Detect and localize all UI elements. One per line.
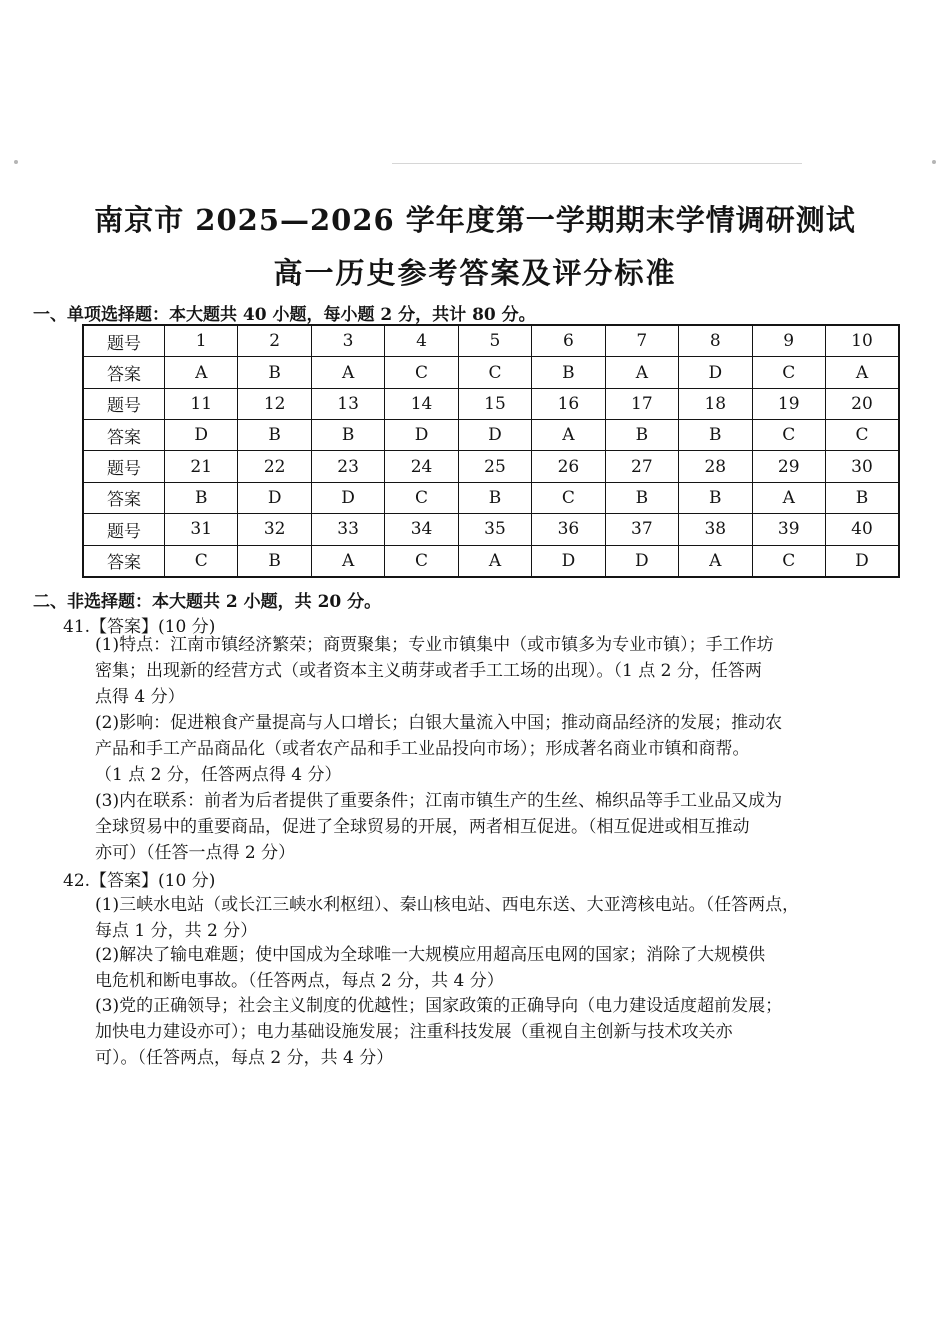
answer-cell: D [679, 357, 752, 388]
answer-cell: B [679, 482, 752, 513]
question-label-cell: 题号 [83, 451, 165, 482]
answer-cell: C [165, 545, 238, 577]
question-42-part-3 [95, 993, 915, 1071]
answer-cell: B [825, 482, 899, 513]
answer-text-line: (1)特点：江南市镇经济繁荣；商贾聚集；专业市镇集中（或市镇多为专业市镇）；手工作坊 [95, 635, 774, 655]
question-number-cell: 4 [385, 325, 458, 357]
question-number-cell: 36 [532, 514, 605, 545]
question-number-cell: 24 [385, 451, 458, 482]
question-number-cell: 26 [532, 451, 605, 482]
answer-cell: B [458, 482, 531, 513]
question-number-cell: 7 [605, 325, 678, 357]
question-41-heading: 41.【答案】(10 分) [63, 617, 216, 637]
table-row-answers [83, 357, 899, 388]
answer-text-line: 亦可）（任答一点得 2 分） [95, 843, 296, 863]
table-row-question-numbers [83, 451, 899, 482]
answer-text-line: (3)内在联系：前者为后者提供了重要条件；江南市镇生产的生丝、棉织品等手工业品又成为 [95, 791, 783, 811]
question-number-cell: 19 [752, 388, 825, 419]
question-number-cell: 40 [825, 514, 899, 545]
answer-cell: B [165, 482, 238, 513]
question-number-cell: 10 [825, 325, 899, 357]
answer-text-line: (2)影响：促进粮食产量提高与人口增长；白银大量流入中国；推动商品经济的发展；推动农 [95, 713, 783, 733]
answer-cell: C [752, 357, 825, 388]
answer-cell: A [825, 357, 899, 388]
question-number-cell: 33 [311, 514, 384, 545]
answer-cell: C [458, 357, 531, 388]
table-row-question-numbers [83, 388, 899, 419]
table-row-answers [83, 482, 899, 513]
answer-cell: C [752, 420, 825, 451]
question-label-cell: 题号 [83, 514, 165, 545]
answer-cell: C [532, 482, 605, 513]
question-number-cell: 21 [165, 451, 238, 482]
question-number-cell: 17 [605, 388, 678, 419]
answer-cell: D [605, 545, 678, 577]
document-subtitle: 高一历史参考答案及评分标准 [273, 256, 677, 290]
section-two-heading: 二、非选择题：本大题共 2 小题，共 20 分。 [33, 592, 382, 612]
question-number-cell: 38 [679, 514, 752, 545]
question-number-cell: 16 [532, 388, 605, 419]
question-number-cell: 28 [679, 451, 752, 482]
question-number-cell: 22 [238, 451, 311, 482]
answer-text-line: (2)解决了输电难题；使中国成为全球唯一大规模应用超高压电网的国家；消除了大规模供 [95, 945, 766, 965]
question-number-cell: 25 [458, 451, 531, 482]
question-number-cell: 6 [532, 325, 605, 357]
document-title: 南京市 2025—2026 学年度第一学期期末学情调研测试 [94, 203, 856, 237]
question-number-cell: 8 [679, 325, 752, 357]
table-row-answers [83, 420, 899, 451]
question-number-cell: 34 [385, 514, 458, 545]
answer-cell: B [238, 545, 311, 577]
table-row-answers [83, 545, 899, 577]
answer-text-line: 加快电力建设亦可）；电力基础设施发展；注重科技发展（重视自主创新与技术攻关亦 [95, 1022, 733, 1042]
answer-text-line: 产品和手工产品商品化（或者农产品和手工业品投向市场）；形成著名商业市镇和商帮。 [95, 739, 750, 759]
question-number-cell: 35 [458, 514, 531, 545]
question-number-cell: 37 [605, 514, 678, 545]
answer-cell: A [311, 545, 384, 577]
answer-cell: B [532, 357, 605, 388]
answer-cell: D [532, 545, 605, 577]
question-42-part-1 [95, 892, 915, 944]
answer-text-line: 每点 1 分，共 2 分） [95, 921, 258, 941]
answer-cell: C [385, 357, 458, 388]
answer-label-cell: 答案 [83, 545, 165, 577]
question-number-cell: 15 [458, 388, 531, 419]
answer-label-cell: 答案 [83, 357, 165, 388]
question-number-cell: 23 [311, 451, 384, 482]
answer-text-line: 可）。（任答两点，每点 2 分，共 4 分） [95, 1048, 394, 1068]
question-number-cell: 9 [752, 325, 825, 357]
question-number-cell: 20 [825, 388, 899, 419]
scan-dot-mark [932, 160, 936, 164]
answer-label-cell: 答案 [83, 420, 165, 451]
answer-cell: B [605, 482, 678, 513]
answer-cell: A [311, 357, 384, 388]
question-label-cell: 题号 [83, 325, 165, 357]
answer-cell: C [385, 545, 458, 577]
answer-cell: D [385, 420, 458, 451]
question-number-cell: 1 [165, 325, 238, 357]
answer-cell: B [238, 357, 311, 388]
question-number-cell: 18 [679, 388, 752, 419]
question-41-part-3 [95, 788, 915, 866]
question-41-part-2 [95, 710, 915, 788]
question-number-cell: 13 [311, 388, 384, 419]
answer-cell: A [458, 545, 531, 577]
answer-text-line: 电危机和断电事故。（任答两点，每点 2 分，共 4 分） [95, 971, 504, 991]
question-41-part-1 [95, 632, 915, 710]
question-number-cell: 29 [752, 451, 825, 482]
answer-text-line: (3)党的正确领导；社会主义制度的优越性；国家政策的正确导向（电力建设适度超前发展； [95, 996, 783, 1016]
answer-cell: B [679, 420, 752, 451]
answer-cell: A [532, 420, 605, 451]
answer-cell: C [752, 545, 825, 577]
answer-cell: A [752, 482, 825, 513]
table-row-question-numbers [83, 514, 899, 545]
answer-key-table [82, 324, 900, 578]
answer-cell: B [238, 420, 311, 451]
question-42-part-2 [95, 942, 915, 994]
answer-cell: C [825, 420, 899, 451]
answer-cell: D [165, 420, 238, 451]
question-number-cell: 12 [238, 388, 311, 419]
answer-cell: D [458, 420, 531, 451]
scan-dot-mark [14, 160, 18, 164]
answer-text-line: 密集；出现新的经营方式（或者资本主义萌芽或者手工工场的出现）。（1 点 2 分，任答两 [95, 661, 762, 681]
answer-cell: D [238, 482, 311, 513]
question-number-cell: 27 [605, 451, 678, 482]
section-one-heading: 一、单项选择题：本大题共 40 小题，每小题 2 分，共计 80 分。 [33, 305, 536, 325]
question-number-cell: 2 [238, 325, 311, 357]
question-42-heading: 42.【答案】(10 分) [63, 871, 216, 891]
answer-cell: A [679, 545, 752, 577]
answer-text-line: 全球贸易中的重要商品，促进了全球贸易的开展，两者相互促进。（相互促进或相互推动 [95, 817, 750, 837]
answer-cell: D [311, 482, 384, 513]
question-number-cell: 32 [238, 514, 311, 545]
answer-cell: D [825, 545, 899, 577]
question-label-cell: 题号 [83, 388, 165, 419]
question-number-cell: 30 [825, 451, 899, 482]
question-number-cell: 31 [165, 514, 238, 545]
scan-top-rule [392, 163, 802, 164]
answer-cell: B [605, 420, 678, 451]
answer-cell: A [165, 357, 238, 388]
answer-cell: B [311, 420, 384, 451]
answer-text-line: 点得 4 分） [95, 687, 185, 707]
question-number-cell: 11 [165, 388, 238, 419]
question-number-cell: 5 [458, 325, 531, 357]
question-number-cell: 39 [752, 514, 825, 545]
answer-text-line: (1)三峡水电站（或长江三峡水利枢纽）、秦山核电站、西电东送、大亚湾核电站。（任答两点， [95, 895, 800, 915]
answer-cell: A [605, 357, 678, 388]
table-row-question-numbers [83, 325, 899, 357]
question-number-cell: 3 [311, 325, 384, 357]
question-number-cell: 14 [385, 388, 458, 419]
answer-text-line: （1 点 2 分，任答两点得 4 分） [95, 765, 342, 785]
answer-label-cell: 答案 [83, 482, 165, 513]
answer-cell: C [385, 482, 458, 513]
